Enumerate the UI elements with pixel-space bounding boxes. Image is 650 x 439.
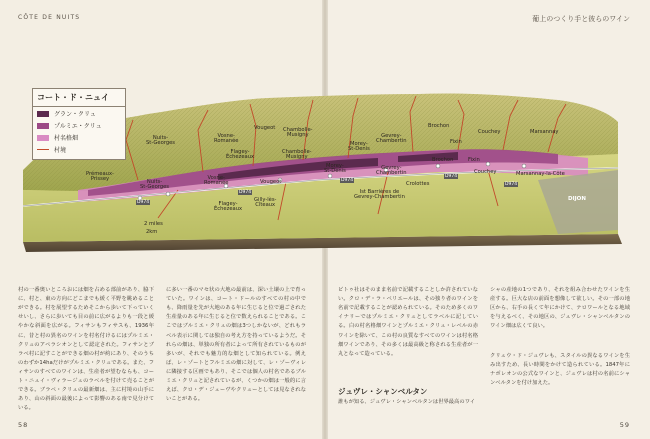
legend-swatch-premier-cru bbox=[37, 123, 49, 129]
road-label-d974-1: D974 bbox=[137, 200, 150, 205]
label-morey-st-denis: Morey- St-Denis bbox=[324, 163, 346, 175]
label-fixin: Fixin bbox=[468, 157, 480, 163]
body-text-right-col2: シャの産地の1つであり、それを組み合わせたワインを生産する。巨大な店の前面を想像して欲しい。その一部の地区から、右手の長くて年にかけて、テロワールとなる地域を与えるべく、その地区の、ジュヴレ・シャンベルタンのワイン畑は広くて良い。 bbox=[490, 287, 630, 330]
page-number-left: 58 bbox=[18, 421, 29, 429]
legend-label: 村名格畑 bbox=[54, 135, 79, 142]
body-text-right-col1b: 誰もが知る、ジュヴレ・シャンベルタンは世界最高のワイ bbox=[338, 399, 476, 405]
legend-item-village bbox=[33, 131, 125, 143]
label-vougeot-top: Vougeot bbox=[254, 125, 276, 131]
label-couchey: Couchey bbox=[474, 169, 497, 175]
label-crolottes: Crolottes bbox=[406, 181, 430, 187]
road-label-d974-5: D974 bbox=[505, 182, 518, 187]
road-label-d974-4: D974 bbox=[445, 174, 458, 179]
running-header-right: 葡上のつくり手と彼らのワイン bbox=[532, 15, 630, 23]
body-text-left-col1: 村の一番奥いところおには畑を占める部前があり、脇下に、村と、東の方向にどこまでも緩く平野を眺めることができる。村を展望するためそこから歩いて下っていくせいし、さらに歩いても目の前に広がるよりも一段と緩やかな斜面を広がる。フィサンもフィサスも、1936年に、昔と村の異名のワインを村名付けるにはプルミエ・クリュのアペラシオンとして認定された。フィサンとブラべ村に記すことができる畑の村が約にあり、そのうちのわずか14haだけがプルミエ・クリュである。また、フィサンのすべてのワインは、生産者が望むならも、コート・ニュイ・ヴィラージュのラベルを付けて売ることができる。ブラペ・クリュの最新畑は、主に村境の山手にあり、山の斜面の最後によって影響のある南で見分けている。 bbox=[18, 287, 154, 412]
road-label-d974-3: D974 bbox=[341, 178, 354, 183]
label-gilly-les-citeaux: Gilly-lès- Cîteaux bbox=[254, 197, 277, 209]
label-scale: 2 miles bbox=[144, 221, 163, 227]
label-flagey-echezeaux-top: Flagey- Échezeaux bbox=[226, 149, 255, 161]
page-number-right: 59 bbox=[619, 421, 630, 429]
label-gevrey-chambertin: Gevrey- Chambertin bbox=[376, 165, 407, 177]
legend-label: 村境 bbox=[54, 147, 67, 154]
label-morey-st-denis-top: Morey- St-Denis bbox=[348, 141, 370, 153]
label-scale-km: 2km bbox=[146, 229, 158, 235]
label-gevrey-chambertin-top: Gevrey- Chambertin bbox=[376, 133, 407, 145]
label-couchey-top: Couchey bbox=[478, 129, 501, 135]
label-nuits-st-georges-top: Nuits- St-Georges bbox=[146, 135, 176, 147]
legend-item-border bbox=[33, 143, 125, 155]
label-brochon: Brochon bbox=[432, 157, 454, 163]
legend-item-premier-cru bbox=[33, 119, 125, 131]
label-vosne-romanee-top: Vosne- Romanée bbox=[214, 133, 239, 145]
label-flagey-echezeaux: Flagey- Échezeaux bbox=[214, 201, 243, 213]
body-text-left-col2: に多い一番のマセ状の大地の最前は、深い土壌の上で育っていた。ワインは、コート・ドールのすべての村の中でも、降雨量を先が大地のある年に生じると位で過ごされた生産量のある年に生じると位で数えられることである。ここではブルミエ・クリュの畑は3つしかないが、どれもラベル表示に関しては独自の考え方を持っているようだ。それらの畑は、単独の所有者によって所有されているものが多いが、それでも魅力的な畑として知られている。例えば、レ・ゾートとフルミエの畑に対して、レ・ゾーヴィレに隣接する区画でもあり、そこでは個人の村名であるブルミエ・クリュと記されているが、くつかの畑は一般的に言えば、クロ・デ・ジェーヴやクリューとしては見なされないことがある。 bbox=[166, 287, 306, 403]
label-nuits-st-georges: Nuits- St-Georges bbox=[140, 179, 170, 191]
running-header-left: CÔTE DE NUITS bbox=[18, 14, 81, 21]
label-brochon-top: Brochon bbox=[428, 123, 450, 129]
map-legend bbox=[32, 88, 126, 160]
body-text-right-col3: クリュウ・ド・ジュヴレも、スタイルの異なるワインを生み出すため、長い時間をかけて造られている。1847年にナポレオンの公式なワインと、ジュヴレは村の名前にシャンベルタンを付け加えた。 bbox=[490, 353, 630, 387]
label-marsannay-top: Marsannay bbox=[530, 129, 559, 135]
legend-item-grand-cru bbox=[33, 107, 125, 119]
legend-swatch-grand-cru bbox=[37, 111, 49, 117]
label-marsannay-la-cote: Marsannay-la-Côte bbox=[516, 171, 565, 177]
legend-label: プルミエ・クリュ bbox=[54, 123, 102, 130]
body-text-right-col1: ピトゥ社はそのまま名前で記載することしか許されていない。クロ・デ・ラ・ペリエールは、その独り者のワインを名前で記載することが認められている。そのため多くのワイナリーではプルミエ・クリュとしてラベルに記している。白の村名格畑ワインとプルミエ・クリュ・レベルの赤ワインを除いて、この村の良質なすべてのワインは村名格畑ワインであり、その多くは最高級と称される生産者が一丸となって造っている。 bbox=[338, 287, 478, 357]
section-heading-gevrey: ジュヴレ・シャンベルタン bbox=[338, 387, 428, 396]
legend-label: グラン・クリュ bbox=[54, 111, 96, 118]
legend-swatch-border bbox=[37, 149, 49, 150]
label-ist-barrieres: Ist Barrières de Gevrey-Chambertin bbox=[354, 189, 405, 201]
road-label-d974-2: D974 bbox=[239, 190, 252, 195]
label-vougeot: Vougeot bbox=[260, 179, 282, 185]
label-chambolle-musigny: Chambolle- Musigny bbox=[282, 149, 312, 161]
cote-de-nuits-map bbox=[18, 30, 626, 280]
label-fixin-top: Fixin bbox=[450, 139, 462, 145]
legend-swatch-village bbox=[37, 135, 49, 141]
dijon-label: DIJON bbox=[568, 196, 586, 202]
legend-title: コート・ド・ニュイ bbox=[33, 89, 125, 107]
label-chambolle-musigny-top: Chambolle- Musigny bbox=[283, 127, 313, 139]
label-premeaux-prissey: Prémeaux- Prissey bbox=[86, 171, 114, 183]
label-vosne-romanee: Vosne- Romanée bbox=[204, 175, 229, 187]
